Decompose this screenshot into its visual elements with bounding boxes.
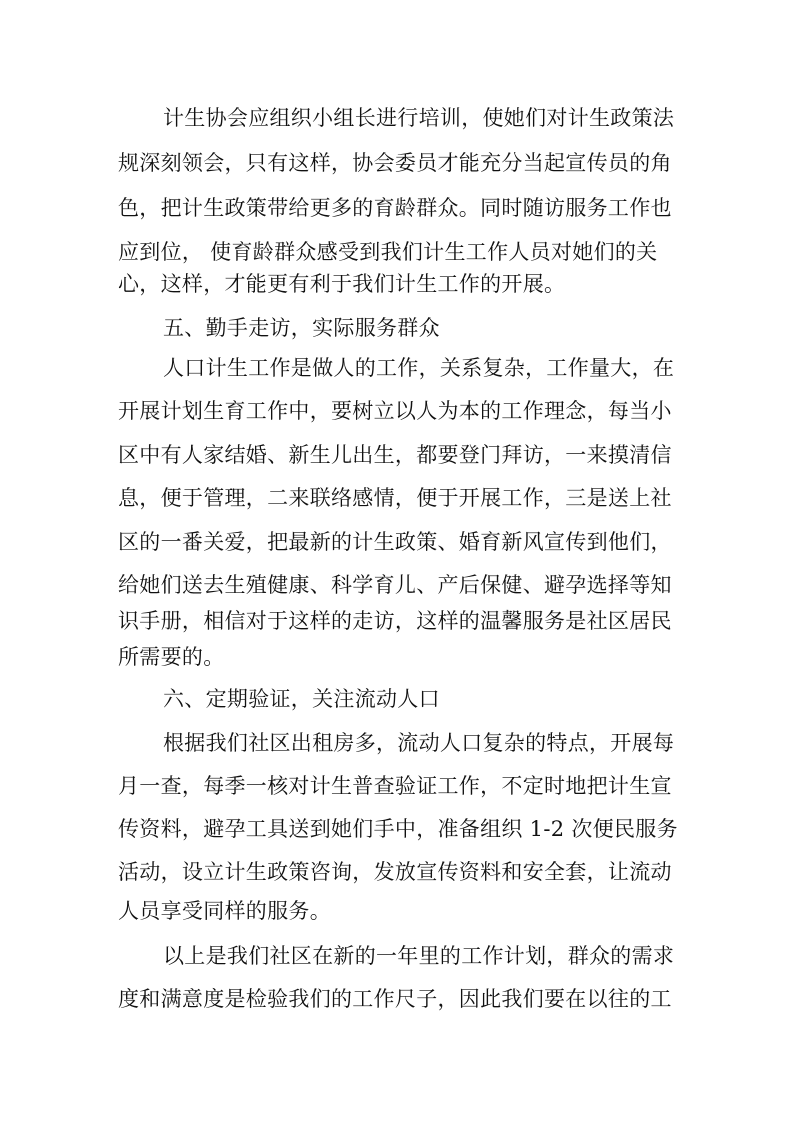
paragraph-line: 度和满意度是检验我们的工作尺子，因此我们要在以往的工	[118, 987, 672, 1011]
paragraph-line: 规深刻领会，只有这样，协会委员才能充分当起宣传员的角	[118, 151, 672, 175]
paragraph-line: 月一查，每季一核对计生普查验证工作，不定时地把计生宣	[118, 774, 672, 798]
paragraph-line: 息，便于管理，二来联络感情，便于开展工作，三是送上社	[118, 486, 672, 510]
paragraph-line: 应到位， 使育龄群众感受到我们计生工作人员对她们的关	[118, 240, 658, 264]
paragraph-line: 根据我们社区出租房多，流动人口复杂的特点，开展每	[163, 731, 675, 755]
paragraph-line: 以上是我们社区在新的一年里的工作计划，群众的需求	[163, 944, 675, 968]
paragraph-line: 所需要的。	[118, 645, 225, 669]
paragraph-line: 心，这样，才能更有利于我们计生工作的开展。	[118, 272, 566, 296]
paragraph-line: 活动，设立计生政策咨询，发放宣传资料和安全套，让流动	[118, 860, 672, 884]
paragraph-line: 识手册，相信对于这样的走访，这样的温馨服务是社区居民	[118, 609, 672, 633]
section-heading: 六、定期验证，关注流动人口	[163, 687, 440, 711]
paragraph-line: 计生协会应组织小组长进行培训，使她们对计生政策法	[163, 106, 675, 130]
paragraph-line: 传资料，避孕工具送到她们手中，准备组织 1-2 次便民服务	[118, 817, 678, 841]
paragraph-line: 色，把计生政策带给更多的育龄群众。同时随访服务工作也	[118, 196, 672, 220]
paragraph-line: 给她们送去生殖健康、科学育儿、产后保健、避孕选择等知	[118, 573, 672, 597]
paragraph-line: 人员享受同样的服务。	[118, 899, 331, 923]
paragraph-line: 区中有人家结婚、新生儿出生，都要登门拜访，一来摸清信	[118, 443, 672, 467]
paragraph-line: 人口计生工作是做人的工作，关系复杂，工作量大，在	[163, 356, 675, 380]
paragraph-line: 区的一番关爱，把最新的计生政策、婚育新风宣传到他们，	[118, 530, 672, 554]
section-heading: 五、勤手走访，实际服务群众	[163, 316, 440, 340]
paragraph-line: 开展计划生育工作中，要树立以人为本的工作理念，每当小	[118, 399, 672, 423]
